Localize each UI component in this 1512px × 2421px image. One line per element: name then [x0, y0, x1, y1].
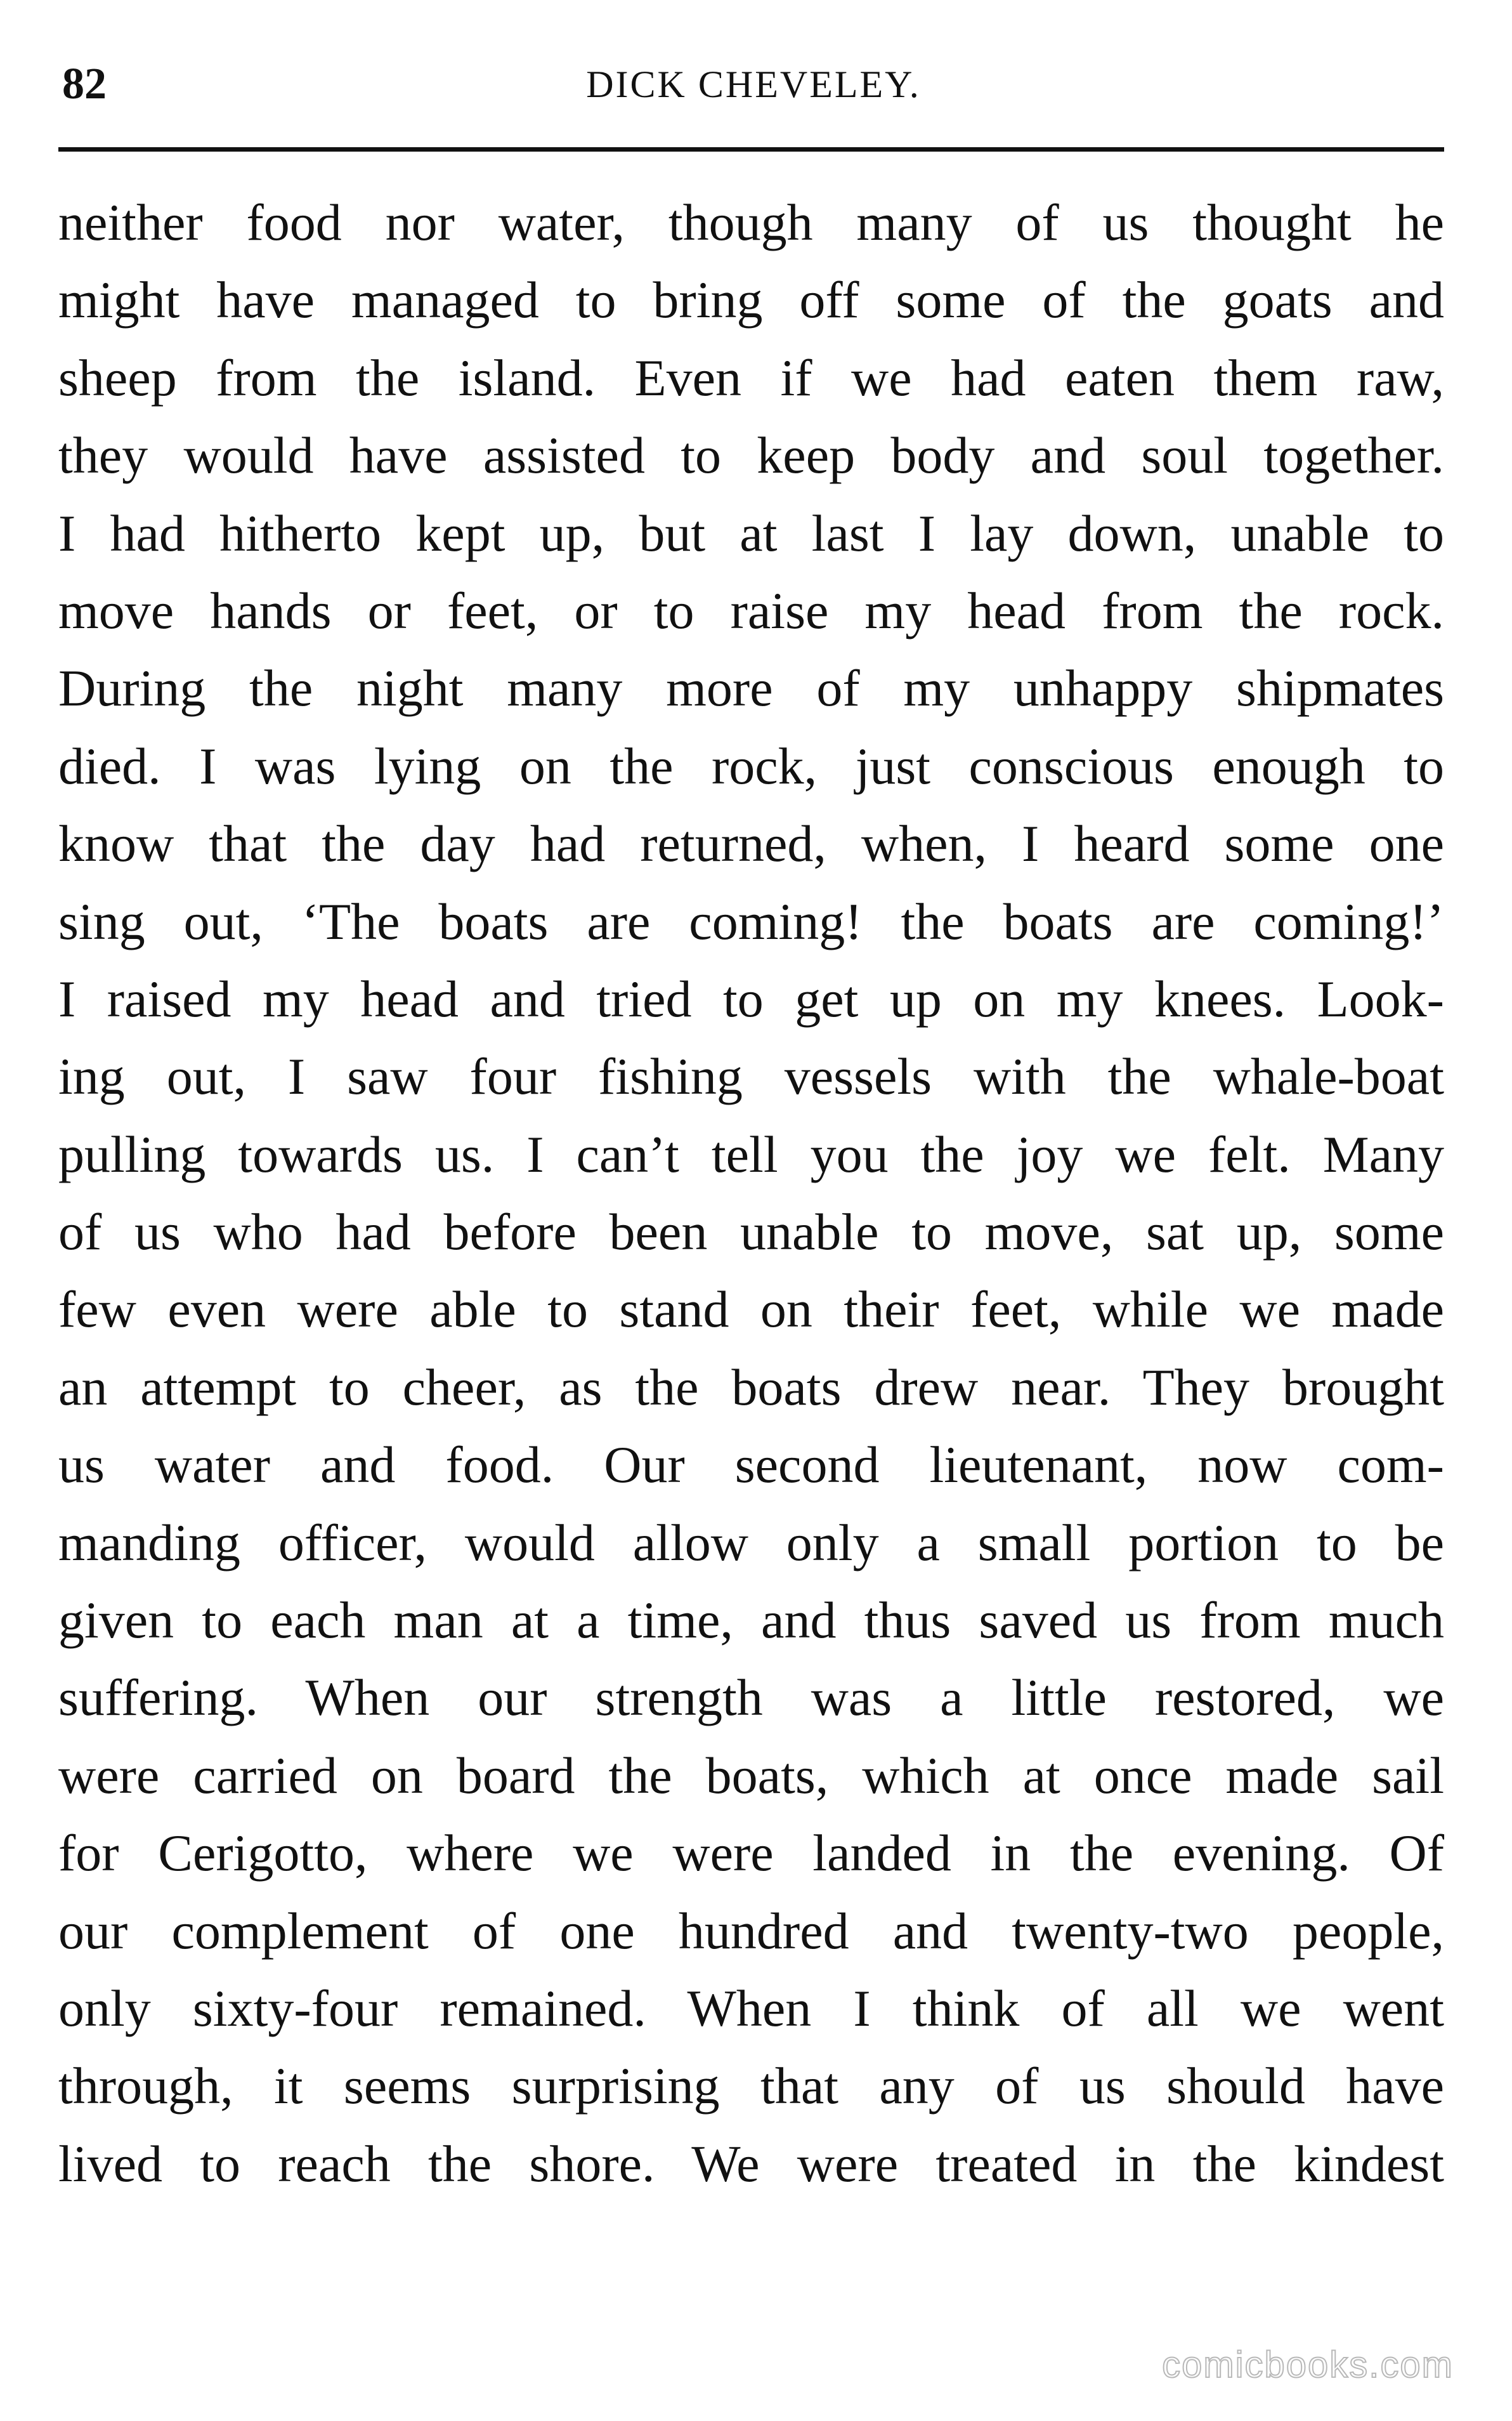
- text-line: During the night many more of my unhappy shipmates: [58, 659, 1444, 718]
- text-line: only sixty-four remained. When I think of all we went: [58, 1979, 1444, 2037]
- running-title: DICK CHEVELEY.: [586, 63, 921, 105]
- text-line: pulling towards us. I can’t tell you the joy we felt. Many: [58, 1125, 1444, 1183]
- text-line: lived to reach the shore. We were treated in the kindest: [58, 2134, 1444, 2193]
- text-line: neither food nor water, though many of us thought he: [58, 194, 1444, 251]
- page-number: 82: [62, 60, 107, 108]
- text-line: I raised my head and tried to get up on my knees. Look-: [58, 969, 1444, 1028]
- text-line: through, it seems surprising that any of us should have: [58, 2057, 1444, 2115]
- text-line: given to each man at a time, and thus saved us from much: [58, 1591, 1444, 1650]
- header-rule: [58, 147, 1444, 152]
- body-text: [58, 184, 1444, 2203]
- text-line: our complement of one hundred and twenty-two people,: [58, 1901, 1444, 1960]
- text-line: know that the day had returned, when, I heard some one: [58, 815, 1444, 873]
- text-line: an attempt to cheer, as the boats drew near. They brought: [58, 1358, 1444, 1416]
- text-line: us water and food. Our second lieutenant, now com-: [58, 1436, 1444, 1494]
- text-line: died. I was lying on the rock, just conscious enough to: [58, 737, 1444, 795]
- text-line: few even were able to stand on their feet, while we made: [58, 1280, 1444, 1339]
- text-line: were carried on board the boats, which at once made sail: [58, 1746, 1444, 1804]
- text-line: they would have assisted to keep body and soul together.: [58, 426, 1444, 485]
- text-line: might have managed to bring off some of the goats and: [58, 271, 1444, 329]
- page-header: [62, 49, 1445, 119]
- text-line: I had hitherto kept up, but at last I lay down, unable to: [58, 504, 1444, 562]
- text-line: move hands or feet, or to raise my head from the rock.: [58, 581, 1444, 640]
- text-line: sing out, ‘The boats are coming! the boats are coming!’: [58, 892, 1444, 950]
- text-line: ing out, I saw four fishing vessels with the whale-boat: [58, 1047, 1444, 1106]
- text-line: for Cerigotto, where we were landed in the evening. Of: [58, 1824, 1444, 1882]
- text-line: manding officer, would allow only a small portion to be: [58, 1513, 1444, 1571]
- text-line: of us who had before been unable to move, sat up, some: [58, 1203, 1444, 1261]
- text-line: sheep from the island. Even if we had eaten them raw,: [58, 348, 1444, 407]
- watermark: comicbooks.com: [1162, 2344, 1454, 2385]
- text-line: suffering. When our strength was a little restored, we: [58, 1669, 1444, 1727]
